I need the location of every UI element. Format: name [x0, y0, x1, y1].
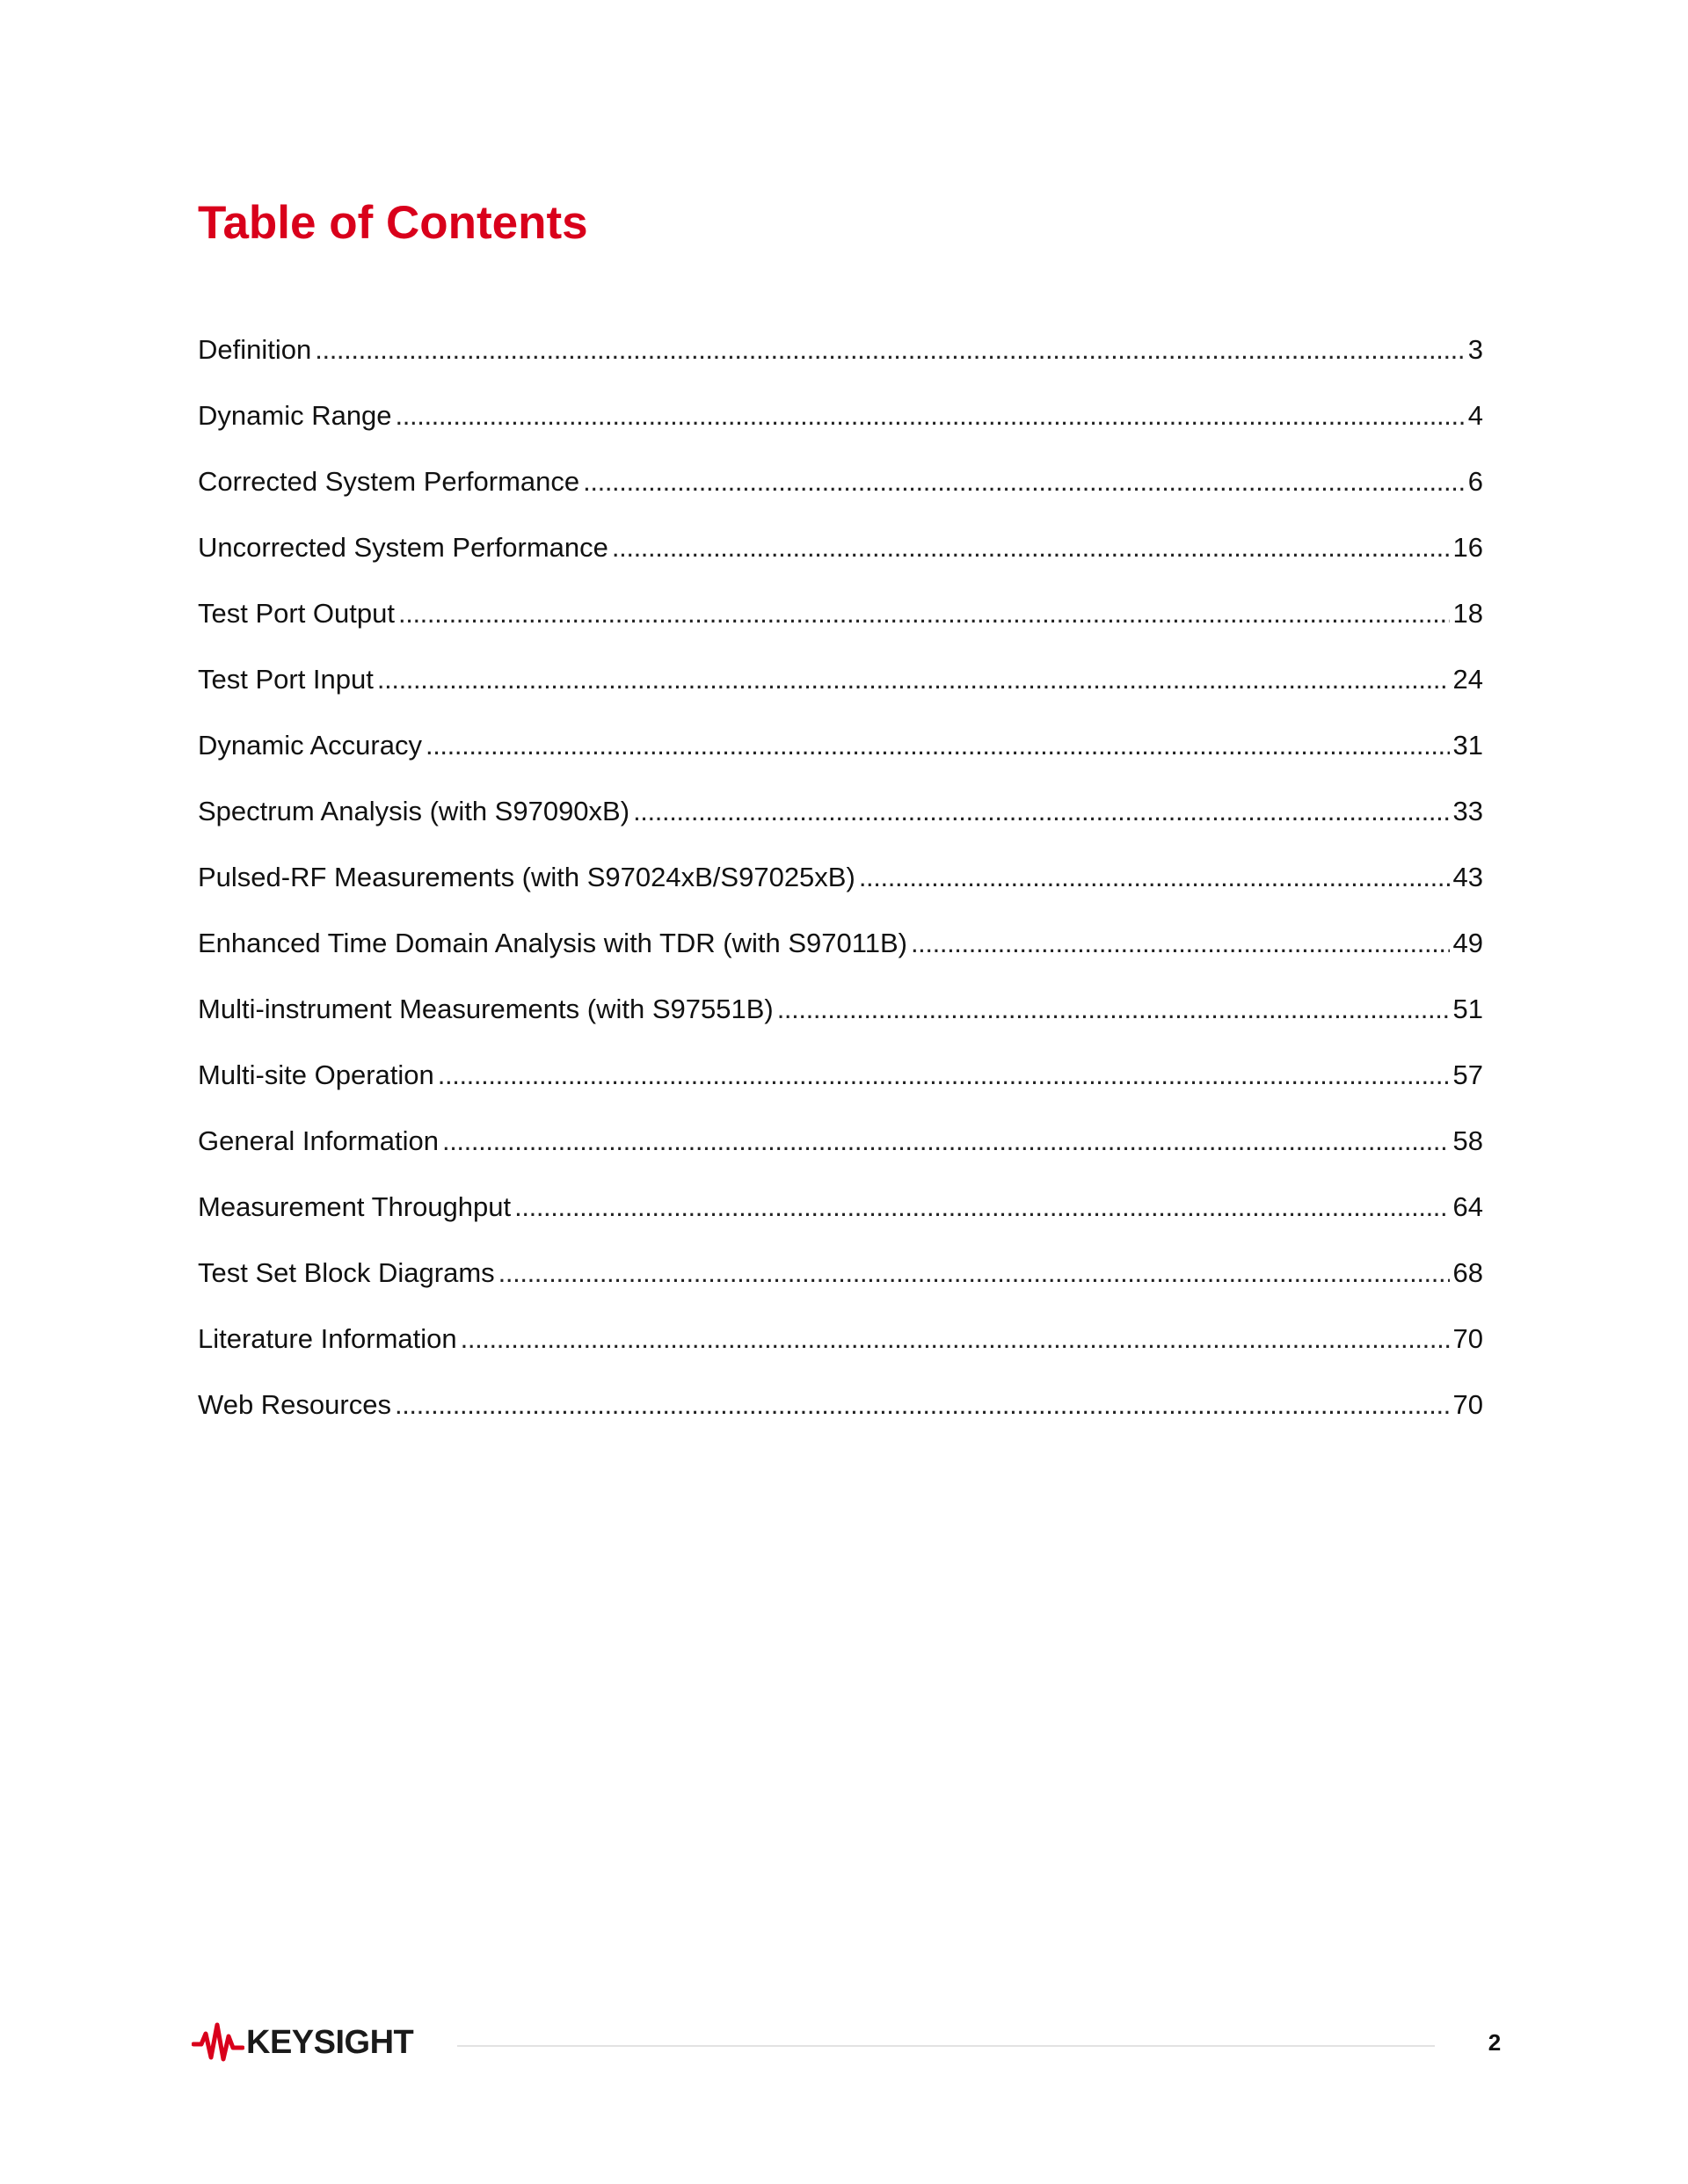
- toc-entry-dynamic-accuracy[interactable]: [198, 728, 1483, 794]
- toc-entry-label: Web Resources: [198, 1389, 391, 1420]
- toc-entry-web-resources[interactable]: [198, 1387, 1483, 1453]
- toc-entry-page: 33: [1452, 796, 1483, 826]
- toc-entry-label: Literature Information: [198, 1323, 457, 1354]
- toc-entry-page: 16: [1452, 532, 1483, 563]
- toc-entry-dynamic-range[interactable]: [198, 398, 1483, 464]
- keysight-wave-icon: [192, 2020, 244, 2064]
- dot-leader: [398, 596, 1450, 631]
- dot-leader: [396, 398, 1465, 433]
- toc-entry-page: 43: [1452, 862, 1483, 892]
- footer-divider: [457, 2045, 1435, 2047]
- toc-entry-corrected-system-performance[interactable]: [198, 464, 1483, 530]
- toc-entry-label: Test Port Output: [198, 598, 395, 629]
- toc-entry-measurement-throughput[interactable]: [198, 1190, 1483, 1256]
- toc-entry-page: 57: [1452, 1059, 1483, 1090]
- toc-entry-pulsed-rf-measurements[interactable]: [198, 860, 1483, 926]
- toc-entry-label: Corrected System Performance: [198, 466, 580, 497]
- page-title: Table of Contents: [198, 197, 588, 249]
- toc-entry-page: 64: [1452, 1191, 1483, 1222]
- toc-entry-label: Test Set Block Diagrams: [198, 1257, 495, 1288]
- toc-entry-label: General Information: [198, 1125, 439, 1156]
- dot-leader: [514, 1190, 1449, 1225]
- toc-entry-page: 6: [1467, 466, 1483, 497]
- toc-entry-page: 31: [1452, 730, 1483, 761]
- toc-entry-multi-site-operation[interactable]: [198, 1058, 1483, 1124]
- table-of-contents: [198, 332, 1483, 1453]
- toc-entry-multi-instrument-measurements[interactable]: [198, 992, 1483, 1058]
- dot-leader: [911, 926, 1450, 961]
- toc-entry-page: 18: [1452, 598, 1483, 629]
- toc-entry-page: 24: [1452, 664, 1483, 695]
- toc-entry-page: 70: [1452, 1323, 1483, 1354]
- toc-entry-test-port-output[interactable]: [198, 596, 1483, 662]
- toc-entry-label: Uncorrected System Performance: [198, 532, 608, 563]
- dot-leader: [315, 332, 1465, 368]
- dot-leader: [612, 530, 1450, 565]
- keysight-logo: [192, 2020, 413, 2064]
- toc-entry-label: Test Port Input: [198, 664, 374, 695]
- dot-leader: [438, 1058, 1450, 1093]
- logo-text: KEYSIGHT: [246, 2023, 414, 2061]
- dot-leader: [442, 1124, 1450, 1159]
- dot-leader: [461, 1321, 1450, 1357]
- dot-leader: [426, 728, 1450, 763]
- toc-entry-label: Dynamic Range: [198, 400, 392, 431]
- page-number: 2: [1488, 2029, 1502, 2056]
- toc-entry-label: Dynamic Accuracy: [198, 730, 422, 761]
- toc-entry-literature-information[interactable]: [198, 1321, 1483, 1387]
- toc-entry-uncorrected-system-performance[interactable]: [198, 530, 1483, 596]
- toc-entry-spectrum-analysis[interactable]: [198, 794, 1483, 860]
- toc-entry-label: Enhanced Time Domain Analysis with TDR (with S97011B): [198, 928, 907, 958]
- toc-entry-general-information[interactable]: [198, 1124, 1483, 1190]
- toc-entry-test-set-block-diagrams[interactable]: [198, 1256, 1483, 1321]
- toc-entry-page: 3: [1467, 334, 1483, 365]
- dot-leader: [633, 794, 1449, 829]
- dot-leader: [377, 662, 1450, 697]
- toc-entry-page: 49: [1452, 928, 1483, 958]
- toc-entry-label: Multi-site Operation: [198, 1059, 434, 1090]
- toc-entry-label: Multi-instrument Measurements (with S97551B): [198, 994, 774, 1024]
- dot-leader: [395, 1387, 1450, 1423]
- toc-entry-page: 4: [1467, 400, 1483, 431]
- toc-entry-page: 70: [1452, 1389, 1483, 1420]
- dot-leader: [583, 464, 1465, 499]
- dot-leader: [777, 992, 1450, 1027]
- toc-entry-test-port-input[interactable]: [198, 662, 1483, 728]
- toc-entry-definition[interactable]: [198, 332, 1483, 398]
- toc-entry-label: Definition: [198, 334, 312, 365]
- dot-leader: [498, 1256, 1450, 1291]
- toc-entry-label: Measurement Throughput: [198, 1191, 512, 1222]
- toc-entry-label: Spectrum Analysis (with S97090xB): [198, 796, 630, 826]
- toc-entry-page: 58: [1452, 1125, 1483, 1156]
- toc-entry-label: Pulsed-RF Measurements (with S97024xB/S97025xB): [198, 862, 855, 892]
- toc-entry-page: 51: [1452, 994, 1483, 1024]
- toc-entry-page: 68: [1452, 1257, 1483, 1288]
- dot-leader: [859, 860, 1450, 895]
- toc-entry-enhanced-time-domain-analysis[interactable]: [198, 926, 1483, 992]
